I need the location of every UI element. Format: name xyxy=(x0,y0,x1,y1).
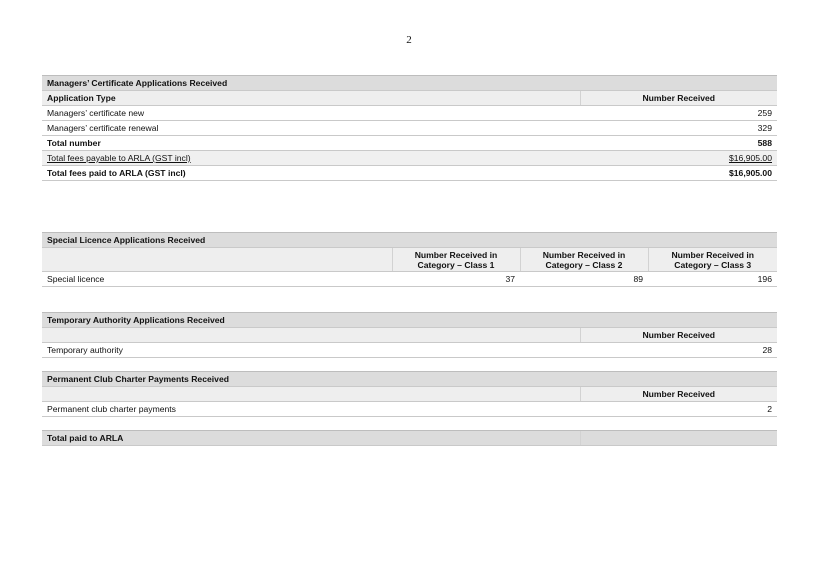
table-row xyxy=(42,402,777,417)
club-table-title: Permanent Club Charter Payments Received xyxy=(42,372,777,387)
table-row xyxy=(42,106,777,121)
managers-certificate-table xyxy=(42,75,777,181)
table-row xyxy=(42,121,777,136)
total-number-value: 588 xyxy=(580,136,777,151)
row-value: 259 xyxy=(580,106,777,121)
table-header-row xyxy=(42,91,777,106)
table-header-row xyxy=(42,328,777,343)
club-charter-table xyxy=(42,371,777,417)
number-received-header: Number Received xyxy=(580,91,777,106)
total-paid-row xyxy=(42,431,777,446)
class-2-value: 89 xyxy=(520,272,648,287)
fees-paid-row xyxy=(42,166,777,181)
total-paid-table xyxy=(42,430,777,446)
table-title-row xyxy=(42,76,777,91)
fees-payable-label: Total fees payable to ARLA (GST incl) xyxy=(47,153,191,163)
row-value: 2 xyxy=(580,402,777,417)
class-3-header: Number Received in Category – Class 3 xyxy=(648,248,777,272)
fees-payable-value: $16,905.00 xyxy=(728,153,772,163)
table-title-row xyxy=(42,372,777,387)
fees-paid-label: Total fees paid to ARLA (GST incl) xyxy=(42,166,580,181)
fees-payable-row xyxy=(42,151,777,166)
total-paid-value xyxy=(580,431,777,446)
row-label: Managers’ certificate new xyxy=(42,106,580,121)
table-header-row xyxy=(42,248,777,272)
table-row xyxy=(42,272,777,287)
row-value: 329 xyxy=(580,121,777,136)
class-1-value: 37 xyxy=(392,272,520,287)
number-received-header: Number Received xyxy=(580,387,777,402)
total-number-row xyxy=(42,136,777,151)
class-2-header: Number Received in Category – Class 2 xyxy=(520,248,648,272)
number-received-header: Number Received xyxy=(580,328,777,343)
row-label: Permanent club charter payments xyxy=(42,402,580,417)
managers-table-title: Managers’ Certificate Applications Received xyxy=(42,76,777,91)
application-type-header: Application Type xyxy=(42,91,580,106)
special-table-title: Special Licence Applications Received xyxy=(42,233,777,248)
table-title-row xyxy=(42,233,777,248)
row-label: Managers’ certificate renewal xyxy=(42,121,580,136)
total-paid-label: Total paid to ARLA xyxy=(42,431,580,446)
fees-paid-value: $16,905.00 xyxy=(580,166,777,181)
row-value: 28 xyxy=(580,343,777,358)
row-label: Special licence xyxy=(42,272,392,287)
class-3-value: 196 xyxy=(648,272,777,287)
table-header-row xyxy=(42,387,777,402)
temporary-table-title: Temporary Authority Applications Received xyxy=(42,313,777,328)
special-licence-table xyxy=(42,232,777,287)
table-row xyxy=(42,343,777,358)
total-number-label: Total number xyxy=(42,136,580,151)
page-number: 2 xyxy=(406,34,412,46)
table-title-row xyxy=(42,313,777,328)
temporary-authority-table xyxy=(42,312,777,358)
class-1-header: Number Received in Category – Class 1 xyxy=(392,248,520,272)
row-label: Temporary authority xyxy=(42,343,580,358)
